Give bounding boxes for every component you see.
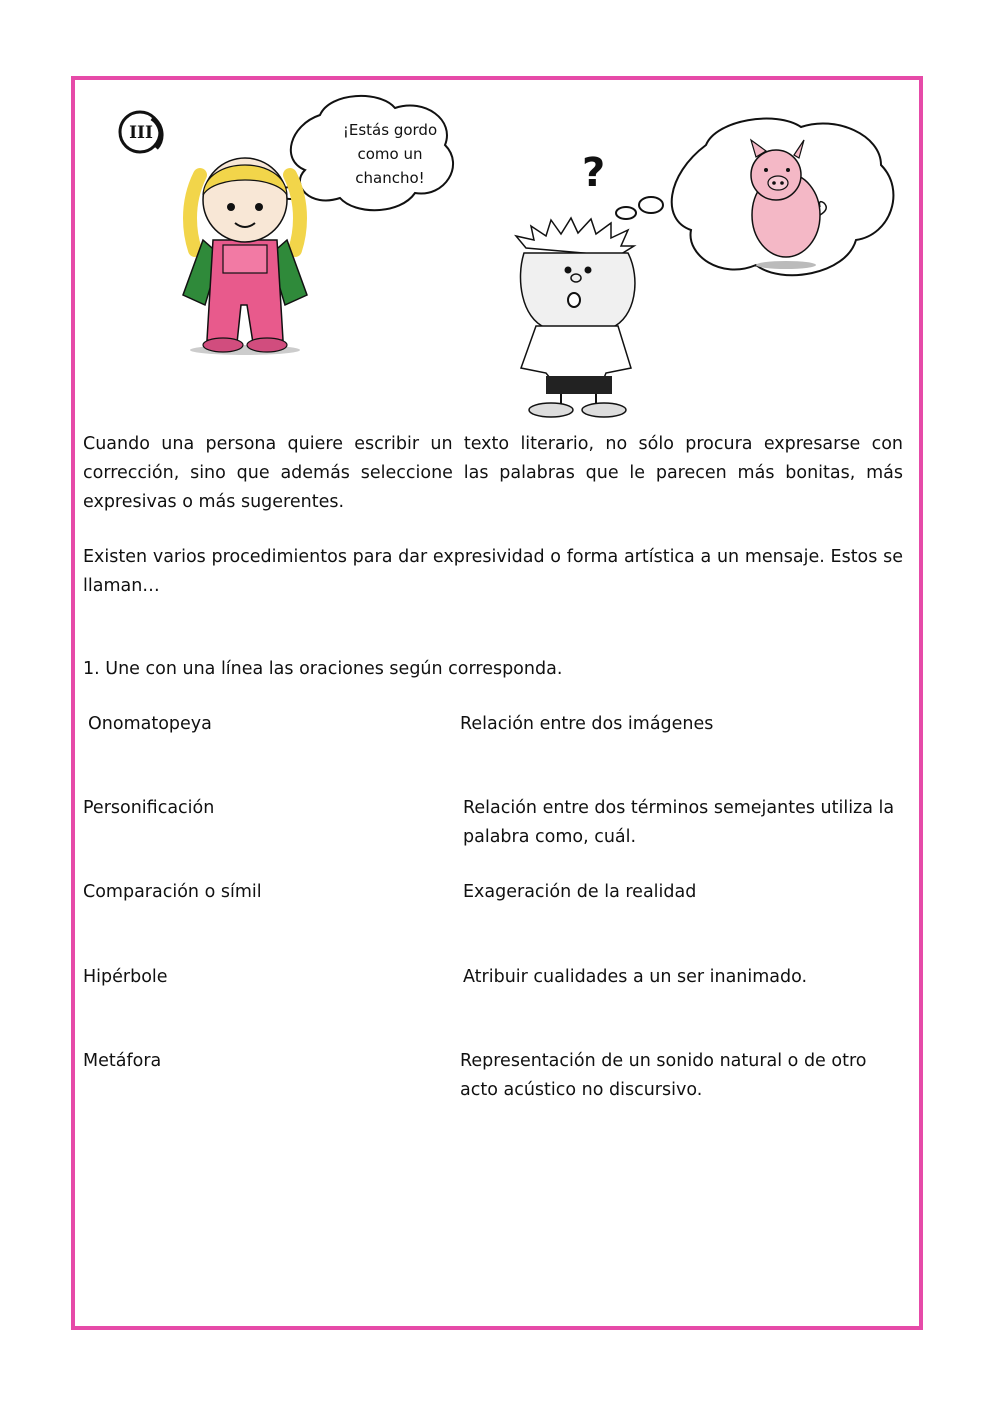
definition-item: Atribuir cualidades a un ser inanimado. bbox=[463, 967, 808, 987]
term-item: Hipérbole bbox=[83, 967, 168, 987]
girl-illustration-icon bbox=[175, 145, 315, 355]
section-number: III bbox=[129, 123, 153, 143]
definition-item: Representación de un sonido natural o de otro acto acústico no discursivo. bbox=[460, 1051, 867, 1100]
term-item: Personificación bbox=[83, 798, 215, 818]
term-item: Comparación o símil bbox=[83, 882, 262, 902]
boy-illustration-icon bbox=[506, 218, 656, 418]
intro-paragraph-2: Existen varios procedimientos para dar expresividad o forma artística a un mensaje. Estos se llaman… bbox=[83, 547, 903, 596]
exercise-instruction: 1. Une con una línea las oraciones según corresponda. bbox=[83, 659, 563, 679]
definition-item: Exageración de la realidad bbox=[463, 882, 697, 902]
definition-item: Relación entre dos imágenes bbox=[460, 714, 714, 734]
intro-paragraph-1: Cuando una persona quiere escribir un texto literario, no sólo procura expresarse con corrección, sino que además seleccione las palabras que le parecen más bonitas, más expresivas o más sugerentes. bbox=[83, 434, 903, 512]
term-item: Onomatopeya bbox=[88, 714, 212, 734]
girl-speech: ¡Estás gordo como un chancho! bbox=[342, 121, 438, 187]
term-item: Metáfora bbox=[83, 1051, 162, 1071]
definition-item: Relación entre dos términos semejantes utiliza la palabra como, cuál. bbox=[463, 798, 895, 847]
question-mark: ? bbox=[582, 150, 606, 196]
